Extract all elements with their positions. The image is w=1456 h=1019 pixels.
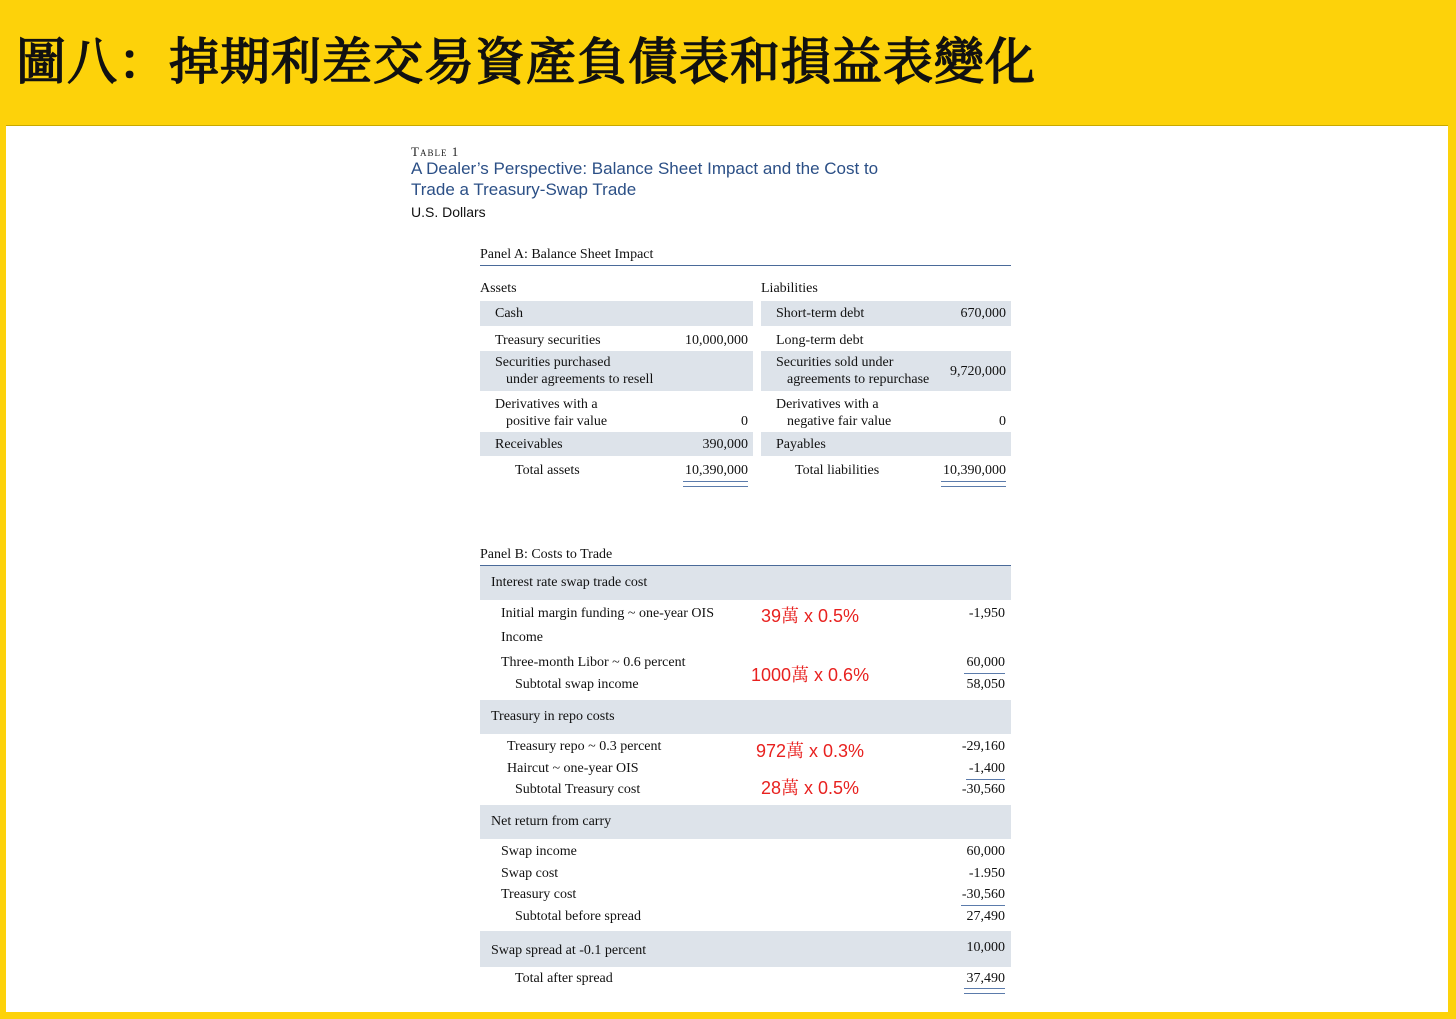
liab-label-secsold-2: agreements to repurchase (787, 372, 930, 387)
document-sheet (6, 125, 1448, 1012)
table-tag: Table 1 (411, 144, 460, 159)
asset-label-cash: Cash (495, 306, 523, 321)
asset-label-secpurch-2: under agreements to resell (506, 372, 654, 387)
haircut-value: -1,400 (968, 761, 1005, 776)
treasury-cost-label: Treasury cost (501, 887, 577, 902)
libor-rule (964, 673, 1005, 674)
assets-header: Assets (480, 281, 517, 296)
irs-header: Interest rate swap trade cost (491, 575, 648, 590)
annotation-repo: 972萬 x 0.3% (756, 741, 865, 761)
asset-label-receivables: Receivables (495, 437, 563, 452)
swap-income-value: 60,000 (966, 844, 1005, 859)
asset-label-deriv-2: positive fair value (506, 414, 608, 429)
liab-value-deriv: 0 (999, 414, 1006, 429)
total-assets-value: 10,390,000 (685, 463, 748, 478)
haircut-label: Haircut ~ one-year OIS (507, 761, 639, 776)
liab-value-secsold: 9,720,000 (950, 364, 1006, 379)
total-after-label: Total after spread (515, 971, 613, 986)
total-after-value: 37,490 (966, 971, 1005, 986)
panel-a-rule (480, 265, 1011, 266)
swap-income-label: Swap income (501, 844, 577, 859)
carry-header: Net return from carry (491, 814, 612, 829)
panel-a-title: Panel A: Balance Sheet Impact (480, 247, 654, 262)
liab-label-longdebt: Long-term debt (776, 333, 864, 348)
asset-label-secpurch-1: Securities purchased (495, 355, 611, 370)
liab-value-shortdebt: 670,000 (960, 306, 1006, 321)
banner-title: 圖八：掉期利差交易資產負債表和損益表變化 (16, 33, 1036, 91)
subtotal-before-label: Subtotal before spread (515, 909, 641, 924)
subtotal-swap-label: Subtotal swap income (515, 677, 639, 692)
liab-label-secsold-1: Securities sold under (776, 355, 894, 370)
total-liabilities-value: 10,390,000 (943, 463, 1006, 478)
initial-margin-value: -1,950 (968, 606, 1005, 621)
swap-cost-value: -1.950 (968, 866, 1005, 881)
liab-label-payables: Payables (776, 437, 826, 452)
libor-label: Three-month Libor ~ 0.6 percent (501, 655, 686, 670)
table-title-line1: A Dealer’s Perspective: Balance Sheet Impact and the Cost to (411, 159, 879, 178)
asset-label-deriv-1: Derivatives with a (495, 397, 598, 412)
asset-value-receivables: 390,000 (702, 437, 748, 452)
income-label: Income (501, 630, 543, 645)
spread-value: 10,000 (966, 940, 1005, 955)
total-assets-label: Total assets (515, 463, 580, 478)
annotation-libor: 1000萬 x 0.6% (751, 665, 870, 685)
repo-header: Treasury in repo costs (491, 709, 615, 724)
total-assets-double-rule (683, 481, 748, 487)
subtotal-treasury-value: -30,560 (961, 782, 1005, 797)
initial-margin-label: Initial margin funding ~ one-year OIS (501, 606, 714, 621)
repo-value: -29,160 (961, 739, 1005, 754)
subtotal-before-value: 27,490 (966, 909, 1005, 924)
spread-label: Swap spread at -0.1 percent (491, 943, 647, 958)
liabilities-header: Liabilities (761, 281, 818, 296)
asset-label-treasury: Treasury securities (495, 333, 601, 348)
subtotal-treasury-label: Subtotal Treasury cost (515, 782, 641, 797)
table-unit: U.S. Dollars (411, 204, 486, 220)
asset-value-treasury: 10,000,000 (685, 333, 748, 348)
annotation-margin: 39萬 x 0.5% (761, 606, 860, 626)
treasury-cost-value: -30,560 (961, 887, 1005, 902)
liab-label-deriv-2: negative fair value (787, 414, 892, 429)
panel-b-title: Panel B: Costs to Trade (480, 547, 613, 562)
libor-value: 60,000 (966, 655, 1005, 670)
subtotal-swap-value: 58,050 (966, 677, 1005, 692)
liab-label-shortdebt: Short-term debt (776, 306, 865, 321)
annotation-haircut: 28萬 x 0.5% (761, 778, 860, 798)
total-after-double-rule (964, 988, 1005, 994)
treasury-cost-rule (961, 905, 1005, 906)
table-title-line2: Trade a Treasury-Swap Trade (411, 180, 637, 199)
total-liabilities-double-rule (941, 481, 1006, 487)
swap-cost-label: Swap cost (501, 866, 559, 881)
total-liabilities-label: Total liabilities (795, 463, 880, 478)
banner (0, 0, 1456, 125)
haircut-rule (966, 779, 1005, 780)
repo-label: Treasury repo ~ 0.3 percent (507, 739, 662, 754)
liab-label-deriv-1: Derivatives with a (776, 397, 879, 412)
asset-value-deriv: 0 (741, 414, 748, 429)
